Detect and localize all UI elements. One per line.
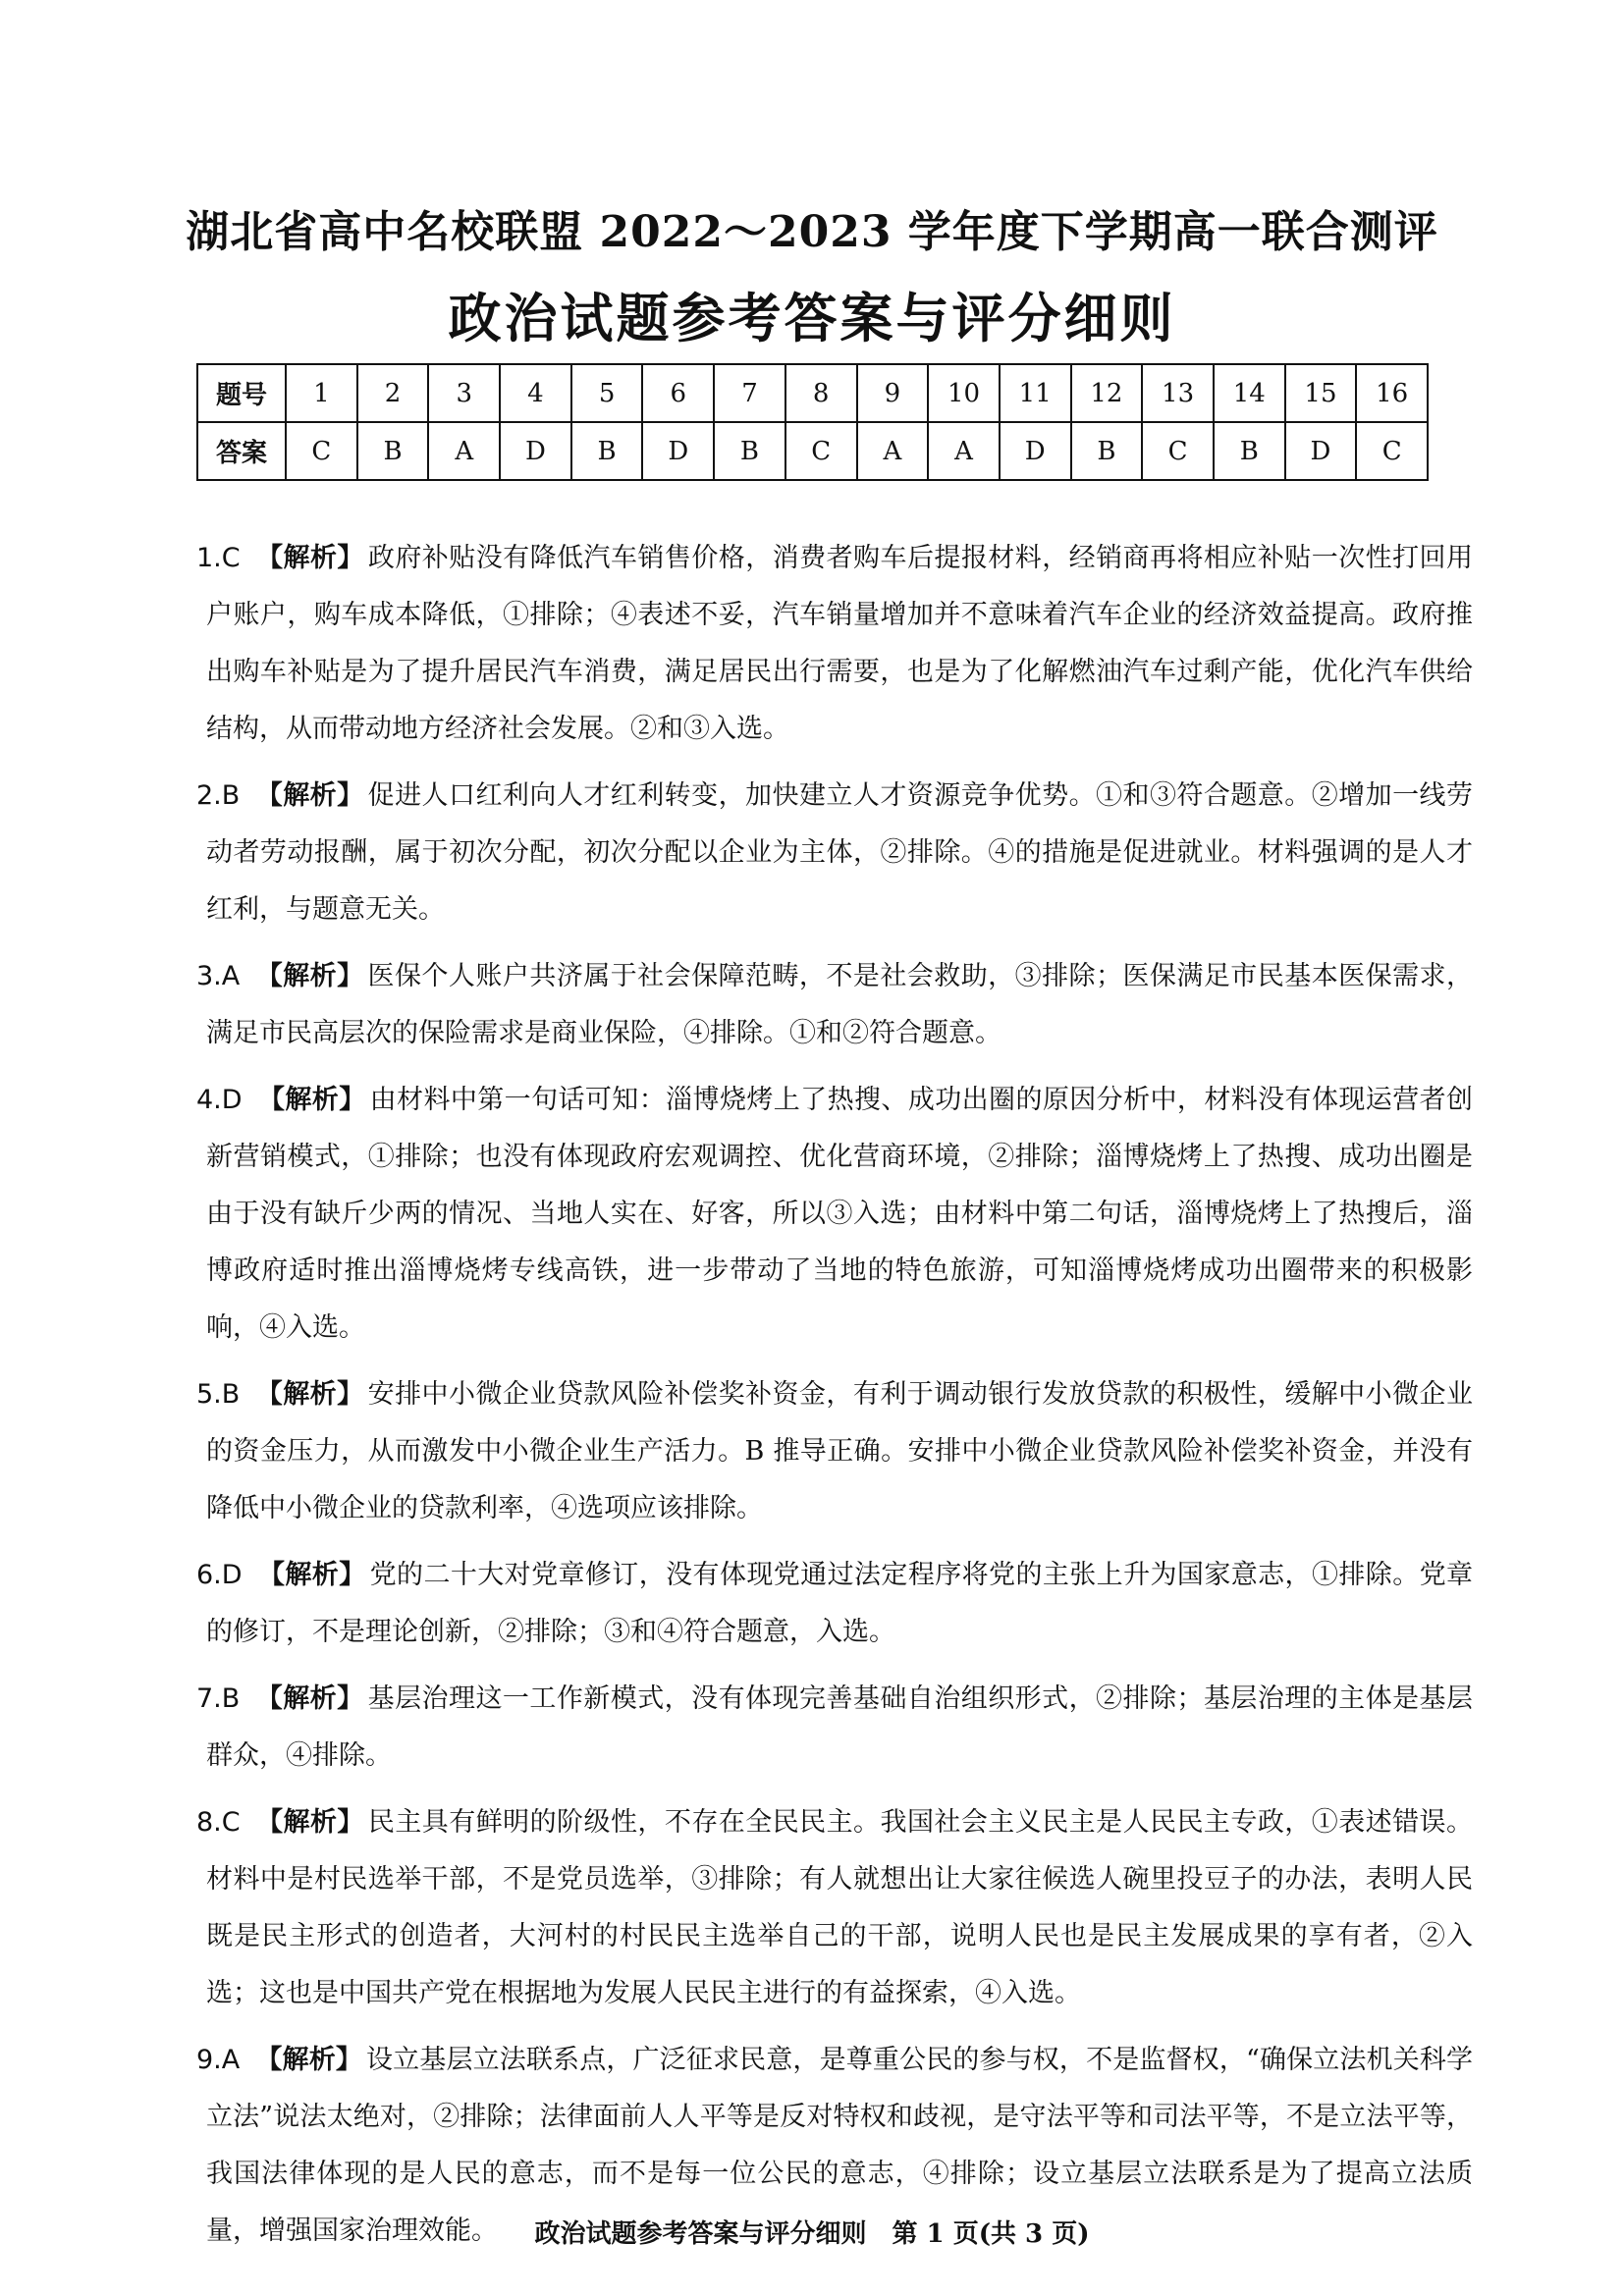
explanation-text: 安排中小微企业贷款风险补偿奖补资金，有利于调动银行发放贷款的积极性，缓解中小微企业的资金压力，从而激发中小微企业生产活力。B 推导正确。安排中小微企业贷款风险补偿奖补资金，并没有降低中小微企业的贷款利率，④选项应该排除。 — [206, 1379, 1474, 1523]
explanation-item — [196, 1072, 1473, 1357]
analysis-tag: 【解析】 — [255, 1379, 364, 1410]
analysis-tag: 【解析】 — [255, 780, 364, 811]
item-number: 2.B — [196, 780, 241, 811]
analysis-tag: 【解析】 — [255, 543, 364, 573]
document-title: 政治试题参考答案与评分细则 — [448, 287, 1176, 349]
answer-table — [196, 363, 1429, 481]
analysis-tag: 【解析】 — [257, 1085, 366, 1115]
question-number: 12 — [1071, 364, 1143, 422]
answer-cell: D — [1000, 422, 1071, 480]
question-number: 15 — [1285, 364, 1357, 422]
question-number: 6 — [642, 364, 714, 422]
answer-cell: B — [1071, 422, 1143, 480]
question-number: 5 — [571, 364, 643, 422]
answer-cell: A — [857, 422, 929, 480]
question-number: 2 — [357, 364, 429, 422]
question-number: 13 — [1142, 364, 1214, 422]
analysis-tag: 【解析】 — [257, 1560, 366, 1590]
explanation-item — [196, 530, 1473, 758]
question-number: 9 — [857, 364, 929, 422]
answer-cell: D — [1285, 422, 1357, 480]
analysis-tag: 【解析】 — [255, 961, 364, 991]
explanation-item — [196, 1671, 1473, 1785]
answer-cell: A — [928, 422, 1000, 480]
explanation-text: 由材料中第一句话可知：淄博烧烤上了热搜、成功出圈的原因分析中，材料没有体现运营者创新营销模式，①排除；也没有体现政府宏观调控、优化营商环境，②排除；淄博烧烤上了热搜、成功出圈是由于没有缺斤少两的情况、当地人实在、好客，所以③入选；由材料中第二句话，淄博烧烤上了热搜后，淄博政府适时推出淄博烧烤专线高铁，进一步带动了当地的特色旅游，可知淄博烧烤成功出圈带来的积极影响，④入选。 — [206, 1085, 1474, 1343]
explanation-item — [196, 948, 1473, 1062]
answer-cell: C — [785, 422, 857, 480]
item-number: 1.C — [196, 543, 241, 573]
answer-row — [197, 422, 1428, 480]
question-number: 4 — [500, 364, 571, 422]
explanation-item — [196, 1366, 1473, 1537]
item-number: 6.D — [196, 1560, 243, 1590]
answer-cell: D — [500, 422, 571, 480]
exam-title: 湖北省高中名校联盟 2022～2023 学年度下学期高一联合测评 — [186, 207, 1438, 257]
answer-cell: C — [1142, 422, 1214, 480]
analysis-tag: 【解析】 — [255, 2045, 362, 2075]
item-number: 7.B — [196, 1683, 241, 1714]
explanation-text: 促进人口红利向人才红利转变，加快建立人才资源竞争优势。①和③符合题意。②增加一线劳动者劳动报酬，属于初次分配，初次分配以企业为主体，②排除。④的措施是促进就业。材料强调的是人才红利，与题意无关。 — [206, 780, 1474, 925]
item-number: 5.B — [196, 1379, 241, 1410]
question-number: 8 — [785, 364, 857, 422]
answer-cell: A — [428, 422, 500, 480]
explanation-text: 设立基层立法联系点，广泛征求民意，是尊重公民的参与权，不是监督权，“确保立法机关科学立法”说法太绝对，②排除；法律面前人人平等是反对特权和歧视，是守法平等和司法平等，不是立法平等，我国法律体现的是人民的意志，而不是每一位公民的意志，④排除；设立基层立法联系是为了提高立法质量，增强国家治理效能。 — [206, 2045, 1473, 2246]
answer-cell: B — [357, 422, 429, 480]
explanations-list — [196, 530, 1473, 2269]
item-number: 3.A — [196, 961, 241, 991]
question-number: 11 — [1000, 364, 1071, 422]
answer-cell: B — [714, 422, 785, 480]
analysis-tag: 【解析】 — [255, 1807, 364, 1838]
question-number: 1 — [286, 364, 357, 422]
explanation-text: 民主具有鲜明的阶级性，不存在全民民主。我国社会主义民主是人民民主专政，①表述错误。材料中是村民选举干部，不是党员选举，③排除；有人就想出让大家往候选人碗里投豆子的办法，表明人民既是民主形式的创造者，大河村的村民民主选举自己的干部，说明人民也是民主发展成果的享有者，②入选；这也是中国共产党在根据地为发展人民民主进行的有益探索，④入选。 — [206, 1807, 1473, 2008]
row-label-question: 题号 — [197, 364, 286, 422]
explanation-item — [196, 768, 1473, 938]
answer-cell: C — [286, 422, 357, 480]
question-number: 14 — [1214, 364, 1285, 422]
explanation-text: 党的二十大对党章修订，没有体现党通过法定程序将党的主张上升为国家意志，①排除。党章的修订，不是理论创新，②排除；③和④符合题意，入选。 — [206, 1560, 1474, 1647]
item-number: 8.C — [196, 1807, 241, 1838]
explanation-item — [196, 1547, 1473, 1661]
item-number: 4.D — [196, 1085, 243, 1115]
explanation-text: 基层治理这一工作新模式，没有体现完善基础自治组织形式，②排除；基层治理的主体是基层群众，④排除。 — [206, 1683, 1474, 1771]
question-number: 10 — [928, 364, 1000, 422]
answer-cell: B — [1214, 422, 1285, 480]
explanation-text: 医保个人账户共济属于社会保障范畴，不是社会救助，③排除；医保满足市民基本医保需求，满足市民高层次的保险需求是商业保险，④排除。①和②符合题意。 — [206, 961, 1474, 1048]
row-label-answer: 答案 — [197, 422, 286, 480]
analysis-tag: 【解析】 — [255, 1683, 364, 1714]
question-number: 16 — [1356, 364, 1428, 422]
item-number: 9.A — [196, 2045, 241, 2075]
answer-cell: D — [642, 422, 714, 480]
question-number-row — [197, 364, 1428, 422]
explanation-text: 政府补贴没有降低汽车销售价格，消费者购车后提报材料，经销商再将相应补贴一次性打回用户账户，购车成本降低，①排除；④表述不妥，汽车销量增加并不意味着汽车企业的经济效益提高。政府推出购车补贴是为了提升居民汽车消费，满足居民出行需要，也是为了化解燃油汽车过剩产能，优化汽车供给结构，从而带动地方经济社会发展。②和③入选。 — [206, 543, 1473, 744]
answer-cell: C — [1356, 422, 1428, 480]
question-number: 7 — [714, 364, 785, 422]
question-number: 3 — [428, 364, 500, 422]
answer-cell: B — [571, 422, 643, 480]
explanation-item — [196, 1794, 1473, 2022]
page-footer: 政治试题参考答案与评分细则 第 1 页(共 3 页) — [534, 2219, 1090, 2249]
